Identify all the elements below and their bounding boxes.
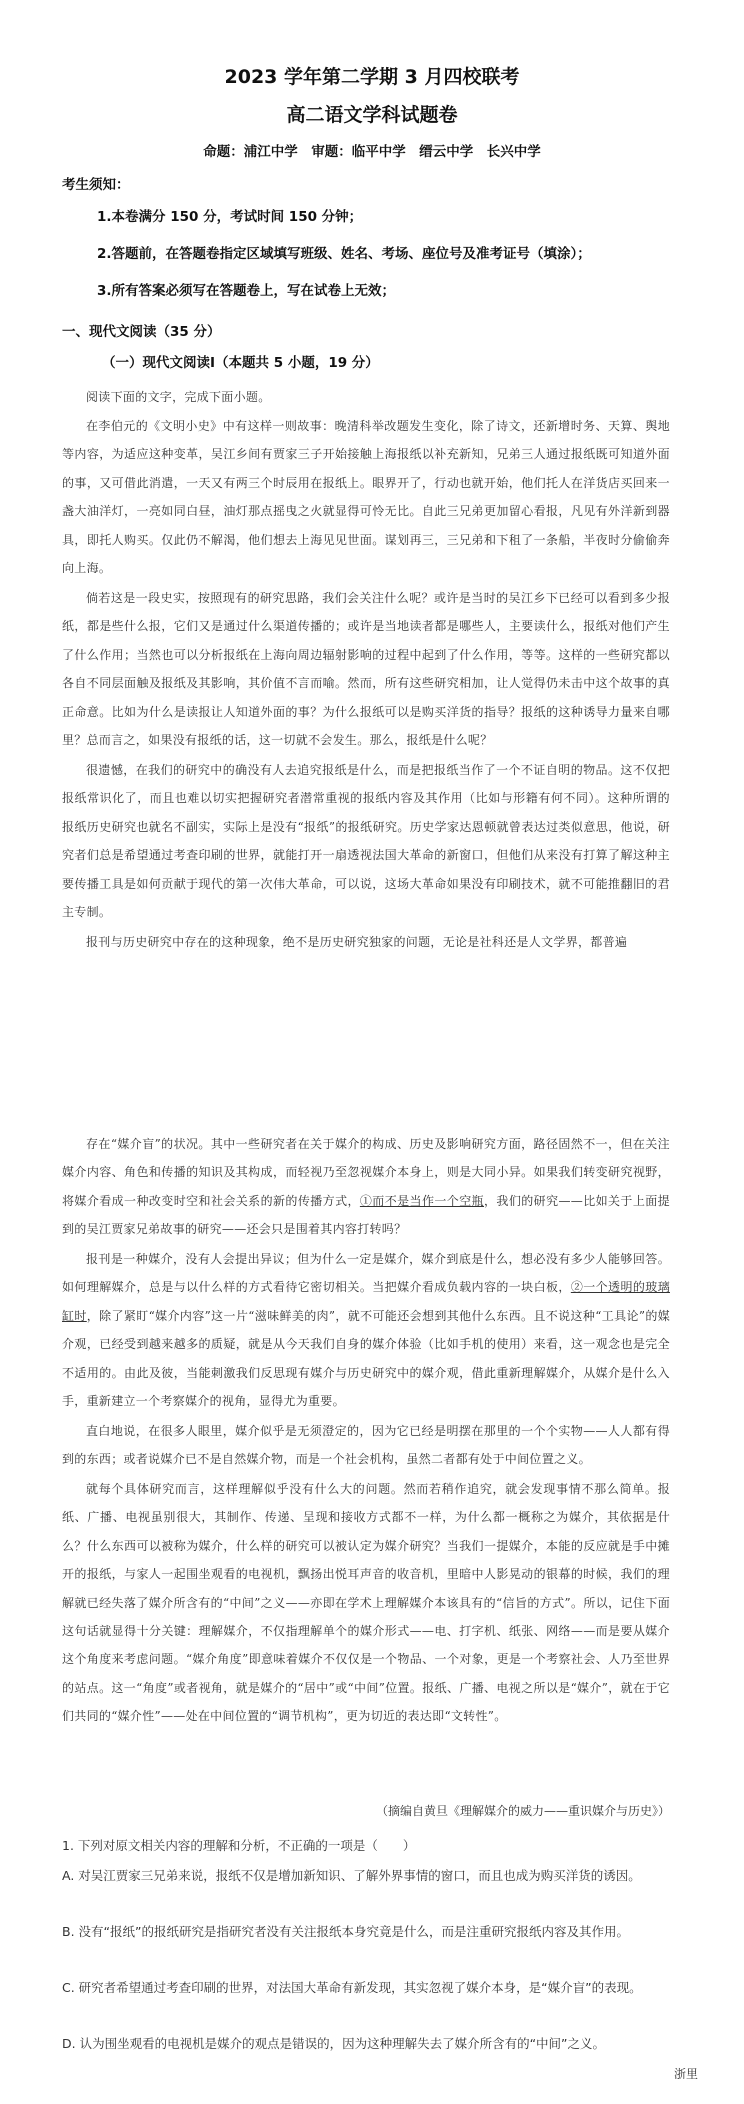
question-stem: 1. 下列对原文相关内容的理解和分析，不正确的一项是（ ） <box>62 1838 416 1853</box>
notice-item-3: 3.所有答案必须写在答题卷上，写在试卷上无效； <box>97 283 396 299</box>
option-a: A. 对吴江贾家三兄弟来说，报纸不仅是增加新知识、了解外界事情的窗口，而且也成为购买洋货的诱因。 <box>62 1868 641 1883</box>
notice-item-2: 2.答题前，在答题卷指定区域填写班级、姓名、考场、座位号及准考证号（填涂）； <box>97 246 591 262</box>
passage-paragraph-1: 在李伯元的《文明小史》中有这样一则故事：晚清科举改题发生变化，除了诗文，还新增时务、天算、舆地等内容，为适应这种变革，吴江乡间有贾家三子开始接触上海报纸以补充新知，兄弟三人通过报纸既可知道外面的事，又可借此消遣，一天又有两三个时辰用在报纸上。眼界开了，行动也就开始，他们托人在洋货店买回来一盏大油洋灯，一亮如同白昼，油灯那点摇曳之火就显得可怜无比。自此三兄弟更加留心看报，凡见有外洋新到器具，即托人购买。仅此仍不解渴，他们想去上海见见世面。谋划再三，三兄弟和下租了一条船，半夜时分偷偷奔向上海。 <box>62 419 670 576</box>
option-b: B. 没有“报纸”的报纸研究是指研究者没有关注报纸本身究竟是什么，而是注重研究报纸内容及其作用。 <box>62 1924 629 1939</box>
source-credit: （摘编自黄旦《理解媒介的威力——重识媒介与历史》） <box>375 1804 670 1818</box>
passage-paragraph-2: 倘若这是一段史实，按照现有的研究思路，我们会关注什么呢？或许是当时的吴江乡下已经可以看到多少报纸，都是些什么报，它们又是通过什么渠道传播的；或许是当地读者都是哪些人，主要读什么，报纸对他们产生了什么作用；当然也可以分析报纸在上海向周边辐射影响的过程中起到了什么作用，等等。这样的一些研究都以各自不同层面触及报纸及其影响，其价值不言而喻。然而，所有这些研究相加，让人觉得仍未击中这个故事的真正命意。比如为什么是读报让人知道外面的事？为什么报纸可以是购买洋货的指导？报纸的这种诱导力量来自哪里？总而言之，如果没有报纸的话，这一切就不会发生。那么，报纸是什么呢？ <box>62 591 670 748</box>
notice-item-1: 1.本卷满分 150 分，考试时间 150 分钟； <box>97 209 363 225</box>
instruction: 阅读下面的文字，完成下面小题。 <box>86 390 271 404</box>
passage-paragraph-5: 存在“媒介盲”的状况。其中一些研究者在关于媒介的构成、历史及影响研究方面，路径固然不一，但在关注媒介内容、角色和传播的知识及其构成，而轻视乃至忽视媒介本身上，则是大同小异。如果我们转变研究视野，将媒介看成一种改变时空和社会关系的新的传播方式，①而不是当作一个空瓶，我们的研究——比如关于上面提到的吴江贾家兄弟故事的研究——还会只是围着其内容打转吗？ <box>62 1137 670 1237</box>
notice-heading: 考生须知： <box>62 177 130 193</box>
subsection-title: （一）现代文阅读Ⅰ（本题共 5 小题，19 分） <box>102 355 379 371</box>
exam-subtitle: 高二语文学科试题卷 <box>286 104 458 126</box>
marked-phrase-1: ①而不是当作一个空瓶 <box>359 1193 485 1208</box>
section-title: 一、现代文阅读（35 分） <box>62 324 221 340</box>
exam-authors: 命题：浦江中学 审题：临平中学 缙云中学 长兴中学 <box>203 144 541 160</box>
passage-paragraph-3: 很遗憾，在我们的研究中的确没有人去追究报纸是什么，而是把报纸当作了一个不证自明的物品。这不仅把报纸常识化了，而且也难以切实把握研究者潜常重视的报纸内容及其作用（比如与形籍有何不同）。这种所谓的报纸历史研究也就名不副实，实际上是没有“报纸”的报纸研究。历史学家达恩顿就曾表达过类似意思，他说，研究者们总是希望通过考查印刷的世界，就能打开一扇透视法国大革命的新窗口，但他们从来没有打算了解这种主要传播工具是如何贡献于现代的第一次伟大革命，可以说，这场大革命如果没有印刷技术，就不可能推翻旧的君主专制。 <box>62 763 670 920</box>
passage-paragraph-7: 直白地说，在很多人眼里，媒介似乎是无须澄定的，因为它已经是明摆在那里的一个个实物——人人都有得到的东西；或者说媒介已不是自然媒介物，而是一个社会机构，虽然二者都有处于中间位置之义。 <box>62 1424 670 1467</box>
footer-mark: 浙里 <box>673 2067 698 2081</box>
passage-paragraph-4: 报刊与历史研究中存在的这种现象，绝不是历史研究独家的问题，无论是社科还是人文学界，都普遍 <box>86 935 628 949</box>
marked-phrase-2: ②一个透明的玻璃缸时 <box>62 1280 670 1323</box>
option-c: C. 研究者希望通过考查印刷的世界，对法国大革命有新发现，其实忽视了媒介本身，是“媒介盲”的表现。 <box>62 1980 642 1995</box>
exam-title: 2023 学年第二学期 3 月四校联考 <box>224 66 520 88</box>
passage-paragraph-8: 就每个具体研究而言，这样理解似乎没有什么大的问题。然而若稍作追究，就会发现事情不那么简单。报纸、广播、电视虽别很大，其制作、传递、呈现和接收方式都不一样，为什么都一概称之为媒介，其依据是什么？什么东西可以被称为媒介，什么样的研究可以被认定为媒介研究？当我们一提媒介，本能的反应就是手中摊开的报纸，与家人一起围坐观看的电视机，飘扬出悦耳声音的收音机，里暗中人影晃动的银幕的时候，我们的理解就已经失落了媒介所含有的“中间”之义——亦即在学术上理解媒介本该具有的“信旨的方式”。所以，记住下面这句话就显得十分关键：理解媒介，不仅指理解单个的媒介形式——电、打字机、纸张、网络——而是要从媒介这个角度来考虑问题。“媒介角度”即意味着媒介不仅仅是一个物品、一个对象，更是一个考察社会、人乃至世界的站点。这一“角度”或者视角，就是媒介的“居中”或“中间”位置。报纸、广播、电视之所以是“媒介”，就在于它们共同的“媒介性”——处在中间位置的“调节机构”，更为切近的表达即“文转性”。 <box>62 1482 670 1724</box>
option-d: D. 认为围坐观看的电视机是媒介的观点是错误的，因为这种理解失去了媒介所含有的“中间”之义。 <box>62 2036 606 2051</box>
passage-paragraph-6: 报刊是一种媒介，没有人会提出异议；但为什么一定是媒介，媒介到底是什么，想必没有多少人能够回答。如何理解媒介，总是与以什么样的方式看待它密切相关。当把媒介看成负载内容的一块白板，②一个透明的玻璃缸时，除了紧盯“媒介内容”这一片“滋味鲜美的肉”，就不可能还会想到其他什么东西。且不说这种“工具论”的媒介观，已经受到越来越多的质疑，就是从今天我们自身的媒介体验（比如手机的使用）来看，这一观念也是完全不适用的。由此及彼，当能刺激我们反思现有媒介与历史研究中的媒介观，借此重新理解媒介，从媒介是什么入手，重新建立一个考察媒介的视角，显得尤为重要。 <box>62 1252 670 1409</box>
